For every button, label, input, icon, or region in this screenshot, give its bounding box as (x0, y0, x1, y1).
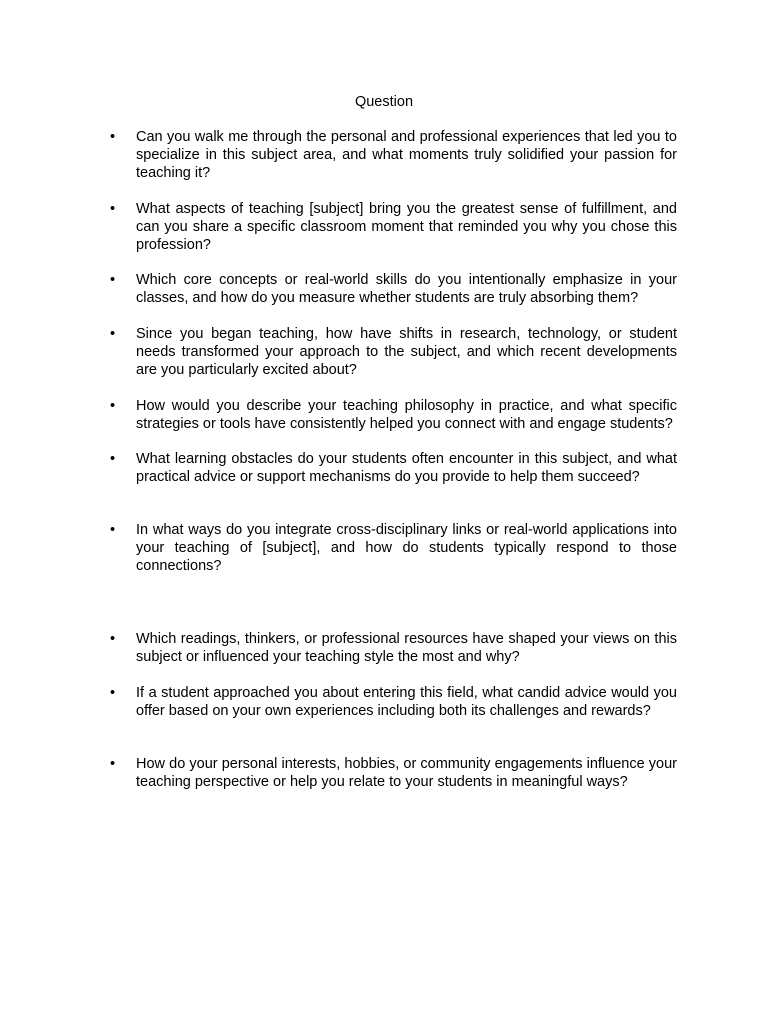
bullet-icon: • (110, 451, 116, 467)
question-text: Can you walk me through the personal and professional experiences that led you to specialize in this subject area, and what moments truly solidified your passion for teaching it? (136, 129, 677, 181)
bullet-icon: • (110, 326, 116, 342)
bullet-icon: • (110, 398, 116, 414)
bullet-icon: • (110, 685, 116, 701)
question-text: How would you describe your teaching philosophy in practice, and what specific strategies or tools have consistently helped you connect with and engage students? (136, 398, 677, 432)
question-text: Which core concepts or real-world skills do you intentionally emphasize in your classes, and how do you measure whether students are truly absorbing them? (136, 272, 677, 306)
question-text: In what ways do you integrate cross-disciplinary links or real-world applications into your teaching of [subject], and how do students typically respond to those connections? (136, 522, 677, 574)
question-text: Since you began teaching, how have shifts in research, technology, or student needs transformed your approach to the subject, and which recent developments are you particularly excited about? (136, 326, 677, 378)
question-text: What learning obstacles do your students often encounter in this subject, and what practical advice or support mechanisms do you provide to help them succeed? (136, 451, 677, 485)
question-text: If a student approached you about entering this field, what candid advice would you offer based on your own experiences including both its challenges and rewards? (136, 685, 677, 719)
bullet-icon: • (110, 631, 116, 647)
bullet-icon: • (110, 272, 116, 288)
question-text: How do your personal interests, hobbies, or community engagements influence your teaching perspective or help you relate to your students in meaningful ways? (136, 756, 677, 790)
bullet-icon: • (110, 522, 116, 538)
bullet-icon: • (110, 756, 116, 772)
question-text: Which readings, thinkers, or professional resources have shaped your views on this subject or influenced your teaching style the most and why? (136, 631, 677, 665)
question-text: What aspects of teaching [subject] bring you the greatest sense of fulfillment, and can you share a specific classroom moment that reminded you why you chose this profession? (136, 201, 677, 253)
document-title: Question (354, 94, 414, 110)
bullet-icon: • (110, 129, 116, 145)
bullet-icon: • (110, 201, 116, 217)
